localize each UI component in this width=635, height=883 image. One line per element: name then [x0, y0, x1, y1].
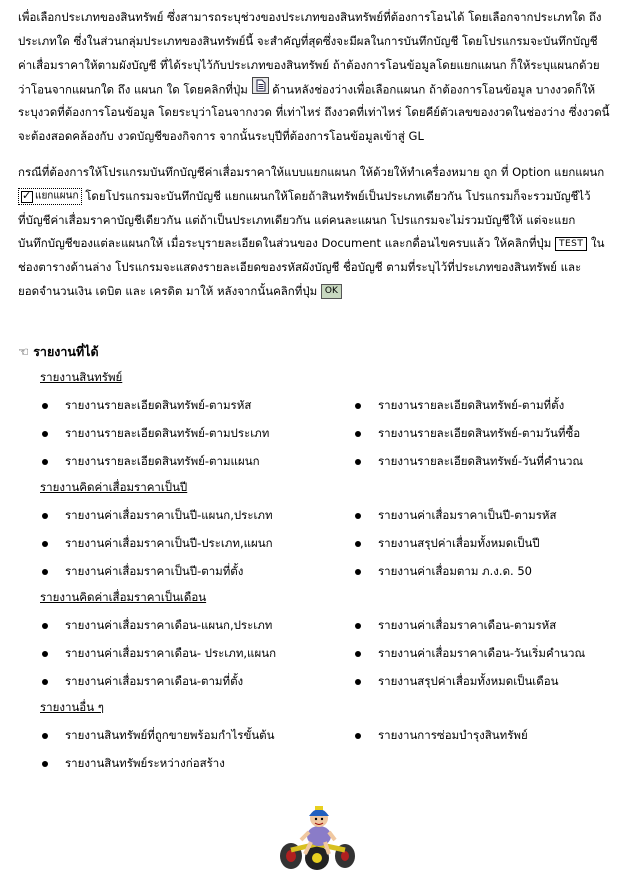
report-item-label: รายงานค่าเสื่อมราคาเดือน-วันเริ่มคำนวณ — [378, 646, 586, 660]
bullet-icon — [42, 403, 48, 409]
bullet-icon — [355, 403, 361, 409]
report-list-item — [42, 673, 243, 691]
report-item-label: รายงานสรุปค่าเสื่อมทั้งหมดเป็นเดือน — [378, 674, 559, 688]
report-list-item — [42, 397, 251, 415]
bullet-icon — [355, 541, 361, 547]
report-list-item — [42, 645, 276, 663]
report-item-label: รายงานรายละเอียดสินทรัพย์-ตามประเภท — [65, 426, 270, 440]
report-list-item — [42, 617, 272, 635]
report-item-label: รายงานสินทรัพย์ระหว่างก่อสร้าง — [65, 756, 225, 770]
ok-button[interactable]: OK — [321, 284, 342, 299]
reports-heading — [18, 342, 99, 362]
bullet-icon — [355, 623, 361, 629]
report-list-item — [355, 397, 564, 415]
bullet-icon — [42, 761, 48, 767]
bullet-icon — [42, 459, 48, 465]
report-list-item — [42, 507, 273, 525]
document-browse-icon[interactable] — [252, 77, 269, 103]
report-item-label: รายงานรายละเอียดสินทรัพย์-ตามวันที่ซื้อ — [378, 426, 581, 440]
report-list-item — [355, 453, 583, 471]
report-item-label: รายงานค่าเสื่อมตาม ภ.ง.ด. 50 — [378, 564, 532, 578]
bullet-icon — [355, 513, 361, 519]
bullet-icon — [42, 733, 48, 739]
intro-line: เพื่อเลือกประเภทของสินทรัพย์ ซึ่งสามารถระบุช่วงของประเภทของสินทรัพย์ที่ต้องการโอนได้ โดยเลือกจากประเภทใด ถึง — [18, 10, 602, 24]
bullet-icon — [355, 733, 361, 739]
report-item-label: รายงานค่าเสื่อมราคาเดือน-ตามรหัส — [378, 618, 557, 632]
intro-line-with-button — [18, 77, 624, 101]
report-item-label: รายงานรายละเอียดสินทรัพย์-ตามที่ตั้ง — [378, 398, 565, 412]
intro-line: ประเภทใด ซึ่งในส่วนกลุ่มประเภทของสินทรัพย์นี้ จะสำคัญที่สุดซึ่งจะมีผลในการบันทึกบัญชี โดยโปรแกรมจะบันทึกบัญชี — [18, 33, 598, 48]
bullet-icon — [42, 513, 48, 519]
report-item-label: รายงานรายละเอียดสินทรัพย์-ตามรหัส — [65, 398, 252, 412]
para2-line-with-checkbox — [18, 185, 624, 209]
intro-line: ค่าเสื่อมราคาให้ตามผังบัญชี ที่ได้ระบุไว้กับประเภทของสินทรัพย์ ถ้าต้องการโอนข้อมูลโดยแยกแผนก ก็ให้ระบุแผนกด้วย — [18, 57, 600, 72]
intro-paragraph — [18, 6, 624, 149]
bullet-icon — [42, 431, 48, 437]
bullet-icon — [42, 651, 48, 657]
section-title: รายงานสินทรัพย์ — [40, 370, 123, 384]
report-list-item — [355, 645, 585, 663]
report-item-label: รายงานค่าเสื่อมราคาเป็นปี-ประเภท,แผนก — [65, 536, 273, 550]
para2-line: ช่องตารางด้านล่าง โปรแกรมจะแสดงรายละเอียดของรหัสผังบัญชี ชื่อบัญชี ตามที่ระบุไว้ที่ประเภทของสินทรัพย์ และ — [18, 260, 582, 275]
report-list-item — [355, 727, 528, 745]
department-checkbox[interactable] — [18, 188, 82, 205]
report-list-item — [42, 453, 260, 471]
report-item-label: รายงานสินทรัพย์ที่ถูกขายพร้อมกำไรขั้นต้น — [65, 728, 275, 742]
report-list-item — [355, 673, 558, 691]
test-button[interactable]: TEST — [555, 237, 587, 251]
bullet-icon — [42, 541, 48, 547]
report-item-label: รายงานรายละเอียดสินทรัพย์-วันที่คำนวณ — [378, 454, 584, 468]
bullet-icon — [355, 651, 361, 657]
para2-text: ยอดจำนวนเงิน เดบิต และ เครดิต มาให้ หลังจากนั้นคลิกที่ปุ่ม — [18, 283, 321, 298]
report-item-label: รายงานค่าเสื่อมราคาเป็นปี-ตามที่ตั้ง — [65, 564, 244, 578]
report-item-label: รายงานค่าเสื่อมราคาเป็นปี-ตามรหัส — [378, 508, 557, 522]
para2-text: บันทึกบัญชีของแต่ละแผนกให้ เมื่อระบุรายละเอียดในส่วนของ Document และกดื่อนไขครบแล้ว ให้คลิกที่ปุ่ม — [18, 236, 555, 251]
department-option-paragraph — [18, 161, 624, 304]
report-item-label: รายงานค่าเสื่อมราคาเดือน- ประเภท,แผนก — [65, 646, 277, 660]
report-list-item — [355, 507, 557, 525]
para2-line: กรณีที่ต้องการให้โปรแกรมบันทึกบัญชีค่าเสื่อมราคาให้แบบแยกแผนก ให้ด้วยให้ทำเครื่องหมาย ถูก ที่ Option แยกแผนก — [18, 165, 605, 179]
bullet-icon — [355, 431, 361, 437]
kid-on-tricycle-illustration — [277, 800, 357, 872]
report-item-label: รายงานสรุปค่าเสื่อมทั้งหมดเป็นปี — [378, 536, 540, 550]
para2-text: โดยโปรแกรมจะบันทึกบัญชี แยกแผนกให้โดยถ้าสินทรัพย์เป็นประเภทเดียวกัน โปรแกรมก็จะรวมบัญชีไว้ — [85, 188, 591, 203]
report-item-label: รายงานค่าเสื่อมราคาเดือน-ตามที่ตั้ง — [65, 674, 244, 688]
checkbox-label: แยกแผนก — [35, 190, 79, 202]
report-list-item — [42, 755, 225, 773]
report-list-item — [42, 563, 243, 581]
report-list-item — [355, 617, 556, 635]
report-item-label: รายงานค่าเสื่อมราคาเดือน-แผนก,ประเภท — [65, 618, 273, 632]
section-title: รายงานคิดค่าเสื่อมราคาเป็นปี — [40, 480, 188, 494]
para2-line: ที่บัญชีค่าเสื่อมราคาบัญชีเดียวกัน แต่ถ้าเป็นประเภทเดียวกัน แต่คนละแผนก โปรแกรมจะไม่รวมบัญชีให้ แต่จะแยก — [18, 212, 576, 227]
section-title: รายงานคิดค่าเสื่อมราคาเป็นเดือน — [40, 590, 207, 604]
bullet-icon — [355, 569, 361, 575]
intro-text-before-button: ว่าโอนจากแผนกใด ถึง แผนก ใด โดยคลิกที่ปุ่ม — [18, 82, 252, 97]
intro-text-after-button: ด้านหลังช่องว่างเพื่อเลือกแผนก ถ้าต้องการโอนข้อมูล บางงวดก็ให้ — [272, 82, 596, 97]
reports-heading-text: รายงานที่ได้ — [33, 344, 99, 359]
intro-line: จะต้องสอดคล้องกับ งวดบัญชีของกิจการ จากนั้นระบุปีที่ต้องการโอนข้อมูลเข้าสู่ GL — [18, 128, 424, 143]
checkbox-checked-icon — [21, 191, 33, 203]
report-list-item — [42, 727, 275, 745]
bullet-icon — [42, 623, 48, 629]
bullet-icon — [42, 679, 48, 685]
report-list-item — [355, 425, 580, 443]
report-item-label: รายงานรายละเอียดสินทรัพย์-ตามแผนก — [65, 454, 260, 468]
report-list-item — [355, 563, 532, 581]
report-list-item — [355, 535, 540, 553]
report-list-item — [42, 425, 269, 443]
para2-line-with-ok — [18, 280, 624, 304]
bullet-icon — [42, 569, 48, 575]
report-list-item — [42, 535, 273, 553]
bullet-icon — [355, 459, 361, 465]
section-title: รายงานอื่น ๆ — [40, 700, 104, 714]
bullet-icon — [355, 679, 361, 685]
intro-line: ระบุงวดที่ต้องการโอนข้อมูล โดยระบุว่าโอนจากงวด ที่เท่าไหร่ ถึงงวดที่เท่าไหร่ โดยคีย์ตัวเลขของงวดในช่องว่าง ซึ่งงวดนี้ — [18, 105, 610, 120]
pointing-hand-icon: ☜ — [18, 344, 30, 359]
para2-line-with-test — [18, 232, 624, 256]
report-item-label: รายงานการซ่อมบำรุงสินทรัพย์ — [378, 728, 528, 742]
report-item-label: รายงานค่าเสื่อมราคาเป็นปี-แผนก,ประเภท — [65, 508, 273, 522]
para2-text: ใน — [591, 236, 605, 251]
